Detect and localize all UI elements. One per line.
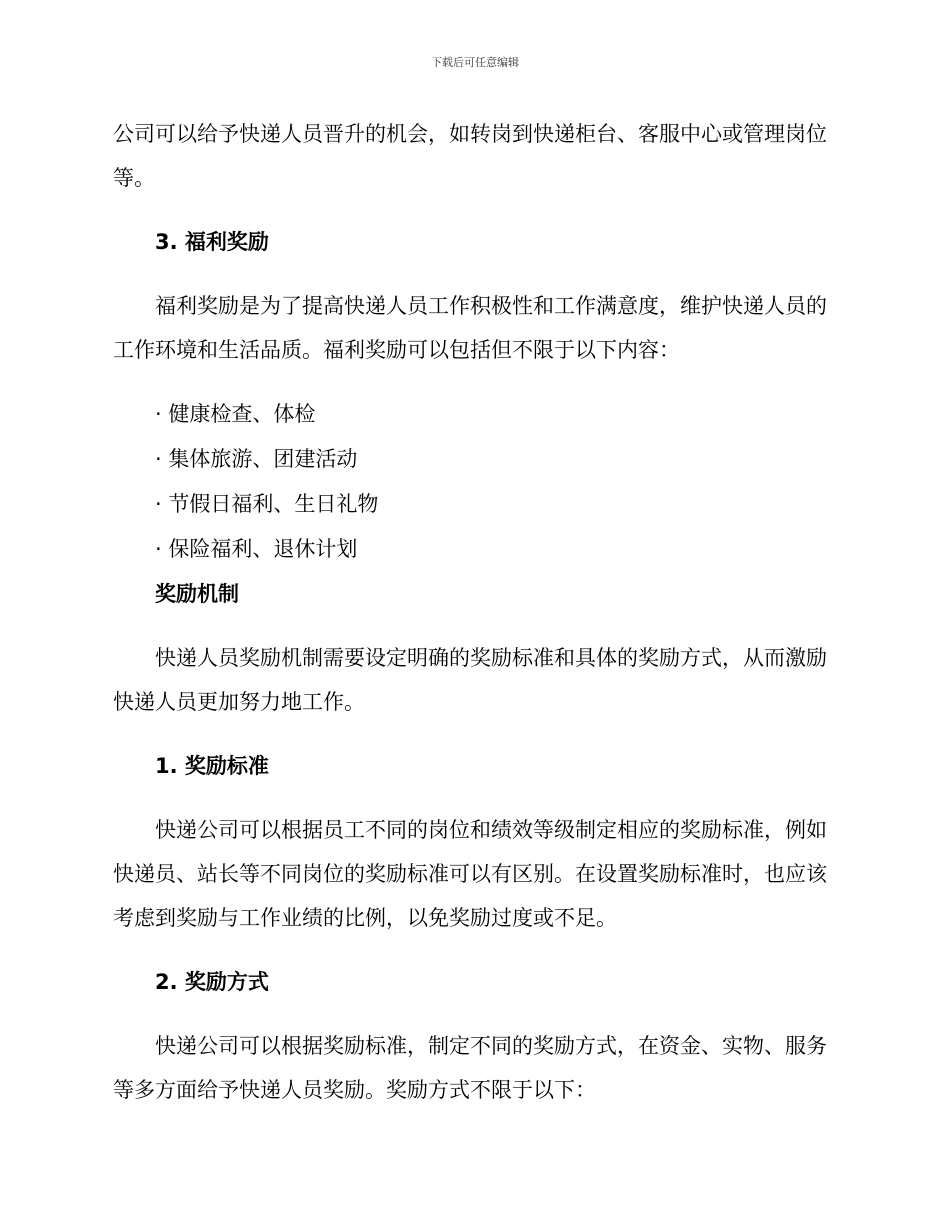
paragraph-welfare-reward: 福利奖励是为了提高快递人员工作积极性和工作满意度，维护快递人员的工作环境和生活品质。福利奖励可以包括但不限于以下内容： <box>113 294 827 362</box>
document-body <box>113 112 833 1112</box>
heading-reward-standard: 1. 奖励标准 <box>155 754 269 778</box>
paragraph-reward-method: 快递公司可以根据奖励标准，制定不同的奖励方式，在资金、实物、服务等多方面给予快递人员奖励。奖励方式不限于以下： <box>113 1034 827 1102</box>
heading-welfare-reward: 3. 福利奖励 <box>155 230 269 254</box>
list-item: · 保险福利、退休计划 <box>155 537 358 561</box>
paragraph-reward-mechanism: 快递人员奖励机制需要设定明确的奖励标准和具体的奖励方式，从而激励快递人员更加努力地工作。 <box>113 646 827 714</box>
list-item: · 集体旅游、团建活动 <box>155 447 358 471</box>
heading-reward-mechanism: 奖励机制 <box>155 582 239 606</box>
heading-reward-method: 2. 奖励方式 <box>155 970 269 994</box>
list-item: · 节假日福利、生日礼物 <box>155 492 379 516</box>
header-note: 下载后可任意编辑 <box>431 56 519 69</box>
list-item: · 健康检查、体检 <box>155 402 316 426</box>
paragraph-promotion: 公司可以给予快递人员晋升的机会，如转岗到快递柜台、客服中心或管理岗位等。 <box>113 122 827 190</box>
paragraph-reward-standard: 快递公司可以根据员工不同的岗位和绩效等级制定相应的奖励标准，例如快递员、站长等不同岗位的奖励标准可以有区别。在设置奖励标准时，也应该考虑到奖励与工作业绩的比例，以免奖励过度或不足。 <box>113 818 827 930</box>
